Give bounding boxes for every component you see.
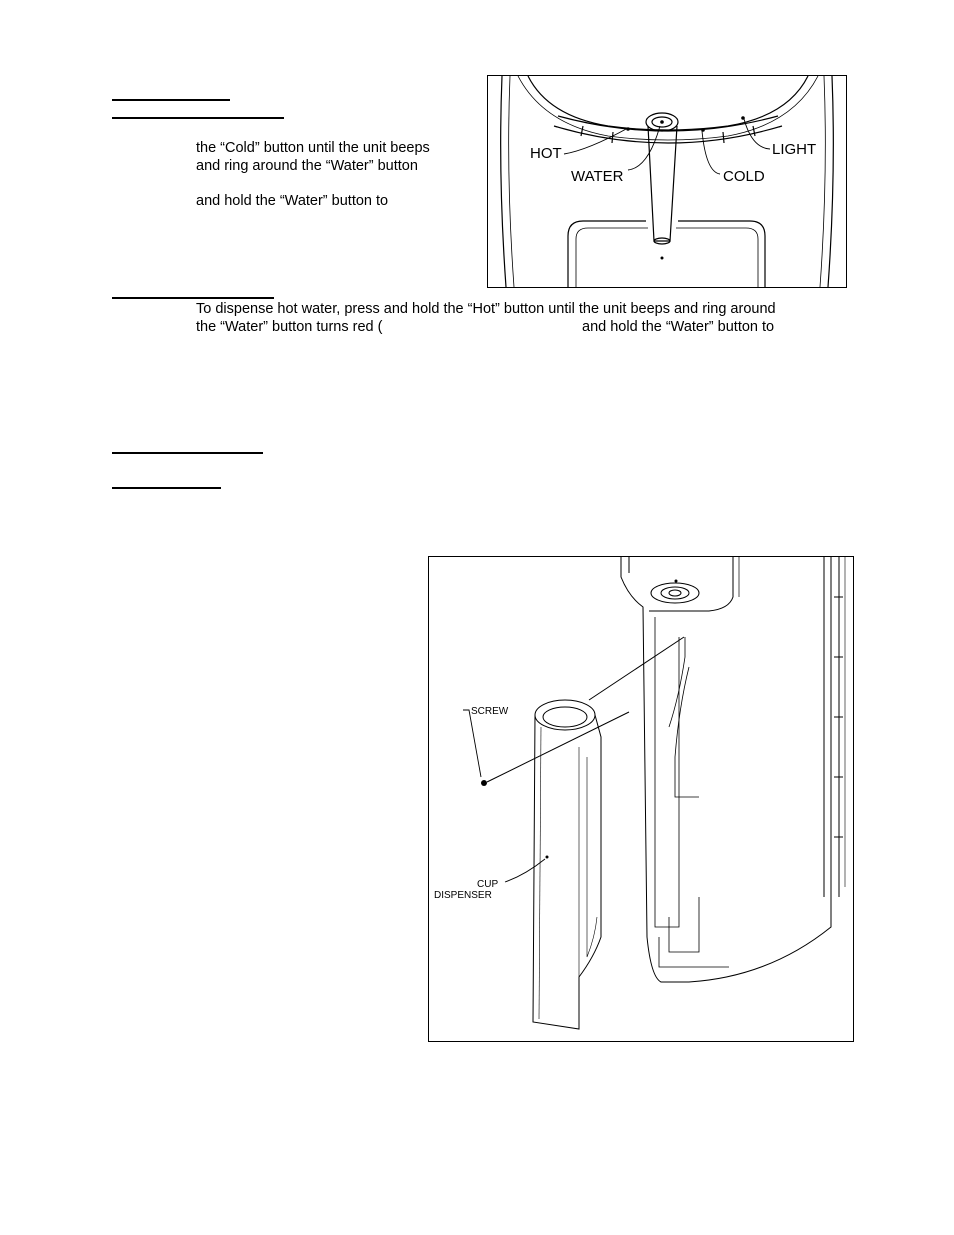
label-screw: SCREW: [471, 706, 509, 717]
heading-underline-4: [112, 452, 263, 454]
cold-instruction-line-3: and hold the “Water” button to: [196, 193, 389, 209]
label-water: WATER: [571, 168, 624, 185]
heading-underline-3: [112, 297, 274, 299]
cold-instruction-line-2: and ring around the “Water” button: [196, 158, 418, 174]
heading-underline-1: [112, 99, 230, 101]
label-light: LIGHT: [772, 141, 817, 158]
hot-instruction-line-1: To dispense hot water, press and hold the “Hot” button until the unit beeps and ring around: [196, 301, 776, 317]
label-cold: COLD: [723, 168, 765, 185]
heading-underline-5: [112, 487, 221, 489]
control-panel-figure: [487, 75, 847, 288]
cold-instruction-line-1: the “Cold” button until the unit beeps: [196, 140, 430, 156]
label-dispenser: DISPENSER: [434, 890, 492, 901]
cup-dispenser-figure: [428, 556, 854, 1042]
label-hot: HOT: [530, 145, 562, 162]
hot-instruction-line-2a: the “Water” button turns red (: [196, 319, 383, 335]
heading-underline-2: [112, 117, 284, 119]
label-cup: CUP: [477, 879, 499, 890]
hot-instruction-line-2b: and hold the “Water” button to: [582, 319, 775, 335]
